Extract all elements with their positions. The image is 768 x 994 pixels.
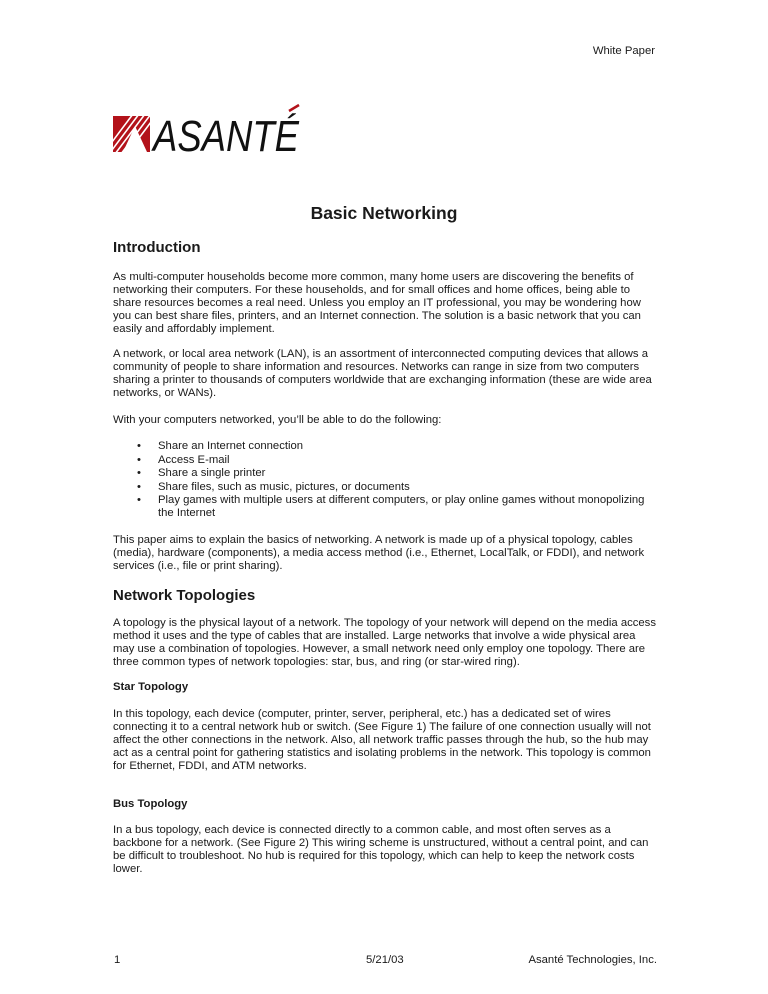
asante-logo (113, 104, 303, 159)
intro-paragraph-2: A network, or local area network (LAN), is an assortment of interconnected computing devices that allows a community of people to share information and resources. Networks can range in size from two computers sharing a printer to thousands of computers worldwide that are exchanging information (these are wide area networks, or WANs). (113, 348, 652, 399)
logo-text: ASANTÉ (150, 112, 300, 161)
list-item: • Share an Internet connection (137, 440, 304, 452)
heading-introduction: Introduction (113, 239, 201, 256)
bullet-icon: • (137, 480, 141, 493)
bullet-icon: • (137, 494, 141, 507)
intro-paragraph-3: With your computers networked, you’ll be able to do the following: (113, 414, 442, 426)
footer-company: Asanté Technologies, Inc. (528, 954, 657, 966)
list-item: • Share files, such as music, pictures, or documents (137, 480, 410, 493)
intro-paragraph-1: As multi-computer households become more common, many home users are discovering the benefits of networking their computers. For these households, and for small offices and home offices, being able to share resources becomes a real need. Unless you employ an IT professional, you may be wondering how you can best share files, printers, and an Internet connection. The solution is a basic network that you can easily and affordably implement. (113, 271, 641, 335)
heading-star-topology: Star Topology (113, 681, 189, 693)
list-item: • Access E-mail (137, 453, 230, 466)
heading-network-topologies: Network Topologies (113, 587, 256, 604)
bullet-icon: • (137, 440, 141, 452)
star-topology-paragraph: In this topology, each device (computer, printer, server, peripheral, etc.) has a dedicated set of wires connecting it to a central network hub or switch. (See Figure 1) The failure of one connection usually will not affect the other connections in the network. Also, all network traffic passes through the hub, so the hub may act as a central point for gathering statistics and isolating problems in the network. This topology is common for Ethernet, FDDI, and ATM networks. (113, 708, 651, 772)
header-label: White Paper (592, 45, 655, 57)
benefits-list (113, 440, 658, 519)
bullet-icon: • (137, 467, 141, 480)
bullet-icon: • (137, 453, 141, 466)
topologies-paragraph: A topology is the physical layout of a network. The topology of your network will depend on the media access method it uses and the type of cables that are installed. Large networks that involve a wide physical area may use a combination of topologies. However, a small network need only employ one topology. There are three common types of network topologies: star, bus, and ring (or star-wired ring). (113, 617, 656, 668)
heading-bus-topology: Bus Topology (113, 798, 188, 810)
footer-page-number: 1 (114, 954, 121, 966)
list-item: • Share a single printer (137, 467, 266, 480)
page-title: Basic Networking (310, 203, 458, 223)
intro-paragraph-4: This paper aims to explain the basics of networking. A network is made up of a physical topology, cables (media), hardware (components), a media access method (i.e., Ethernet, LocalTalk, or FDDI), and network services (i.e., file or print sharing). (113, 534, 645, 572)
bus-topology-paragraph: In a bus topology, each device is connected directly to a common cable, and most often serves as a backbone for a network. (See Figure 2) This wiring scheme is unstructured, without a central point, and can be difficult to troubleshoot. No hub is required for this topology, which can help to keep the network costs lower. (113, 824, 649, 875)
list-item: • Play games with multiple users at different computers, or play online games without monopolizing the Internet (137, 494, 645, 519)
footer-date: 5/21/03 (366, 954, 404, 966)
